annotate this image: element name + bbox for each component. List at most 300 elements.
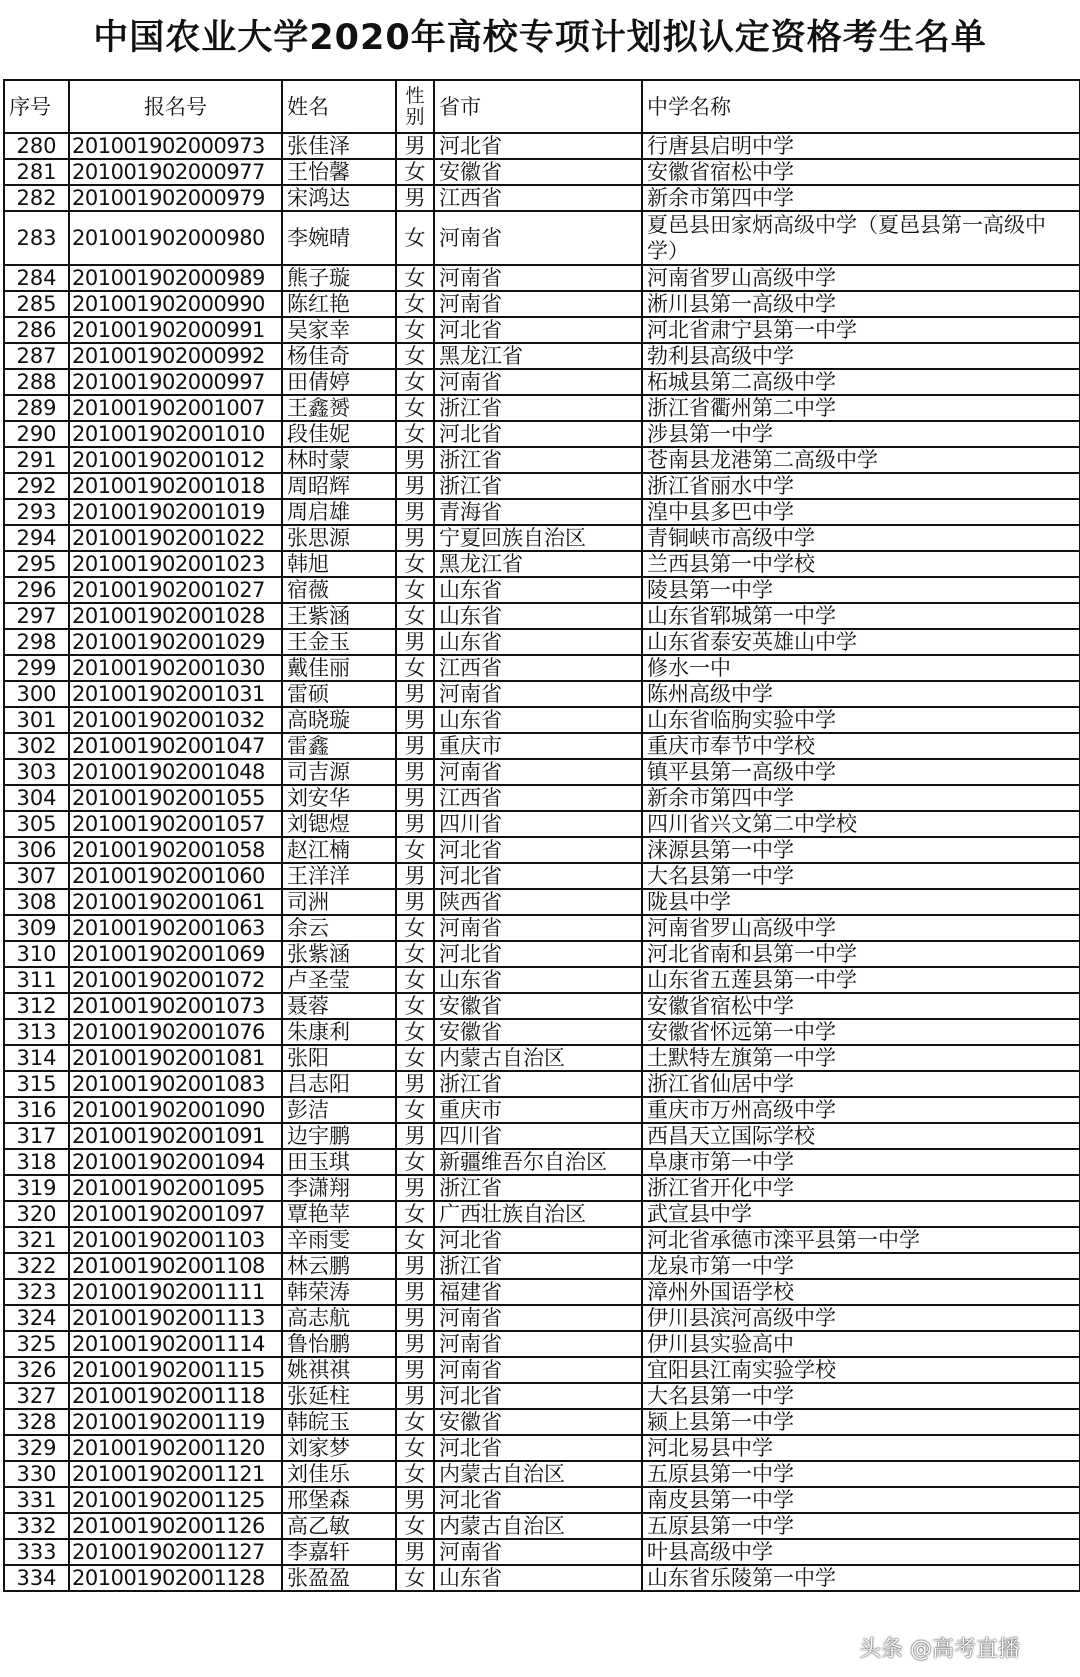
cell-province: 河北省 (434, 1487, 642, 1513)
cell-id: 201001902001095 (69, 1175, 282, 1201)
cell-id: 201001902001128 (69, 1565, 282, 1591)
cell-id: 201001902001018 (69, 473, 282, 499)
cell-sex: 男 (396, 1357, 434, 1383)
cell-sex: 男 (396, 1279, 434, 1305)
cell-name: 杨佳奇 (282, 343, 396, 369)
cell-name: 王紫涵 (282, 603, 396, 629)
cell-school: 浙江省丽水中学 (642, 473, 1080, 499)
cell-seq: 299 (4, 655, 69, 681)
cell-id: 201001902001060 (69, 863, 282, 889)
table-row (4, 837, 1080, 863)
cell-name: 王金玉 (282, 629, 396, 655)
table-row (4, 1565, 1080, 1591)
cell-seq: 300 (4, 681, 69, 707)
cell-name: 周昭辉 (282, 473, 396, 499)
cell-school: 大名县第一中学 (642, 863, 1080, 889)
cell-seq: 312 (4, 993, 69, 1019)
cell-sex: 男 (396, 889, 434, 915)
cell-name: 聂蓉 (282, 993, 396, 1019)
cell-seq: 315 (4, 1071, 69, 1097)
table-row (4, 811, 1080, 837)
cell-id: 201001902001090 (69, 1097, 282, 1123)
cell-province: 浙江省 (434, 395, 642, 421)
cell-seq: 306 (4, 837, 69, 863)
table-row (4, 759, 1080, 785)
cell-school: 重庆市奉节中学校 (642, 733, 1080, 759)
cell-province: 浙江省 (434, 473, 642, 499)
cell-school: 涉县第一中学 (642, 421, 1080, 447)
cell-id: 201001902001119 (69, 1409, 282, 1435)
cell-seq: 294 (4, 525, 69, 551)
header-school: 中学名称 (642, 80, 1080, 133)
cell-sex: 女 (396, 1461, 434, 1487)
cell-sex: 女 (396, 291, 434, 317)
cell-seq: 282 (4, 185, 69, 211)
cell-id: 201001902001125 (69, 1487, 282, 1513)
cell-seq: 330 (4, 1461, 69, 1487)
cell-id: 201001902001115 (69, 1357, 282, 1383)
cell-sex: 女 (396, 159, 434, 185)
cell-id: 201001902001126 (69, 1513, 282, 1539)
cell-seq: 297 (4, 603, 69, 629)
cell-name: 韩荣涛 (282, 1279, 396, 1305)
table-row (4, 1279, 1080, 1305)
cell-school: 南皮县第一中学 (642, 1487, 1080, 1513)
cell-school: 阜康市第一中学 (642, 1149, 1080, 1175)
cell-sex: 女 (396, 603, 434, 629)
cell-province: 河北省 (434, 1383, 642, 1409)
cell-name: 雷鑫 (282, 733, 396, 759)
cell-name: 王怡馨 (282, 159, 396, 185)
cell-seq: 325 (4, 1331, 69, 1357)
cell-province: 浙江省 (434, 1071, 642, 1097)
cell-province: 河南省 (434, 1539, 642, 1565)
cell-school: 柘城县第二高级中学 (642, 369, 1080, 395)
cell-province: 内蒙古自治区 (434, 1461, 642, 1487)
cell-id: 201001902001048 (69, 759, 282, 785)
cell-id: 201001902001114 (69, 1331, 282, 1357)
cell-school: 五原县第一中学 (642, 1461, 1080, 1487)
cell-school: 武宣县中学 (642, 1201, 1080, 1227)
table-row (4, 603, 1080, 629)
cell-sex: 女 (396, 837, 434, 863)
table-row (4, 1383, 1080, 1409)
cell-id: 201001902001007 (69, 395, 282, 421)
cell-id: 201001902000990 (69, 291, 282, 317)
cell-school: 河北省南和县第一中学 (642, 941, 1080, 967)
cell-sex: 男 (396, 1487, 434, 1513)
cell-name: 周启雄 (282, 499, 396, 525)
cell-school: 四川省兴文第二中学校 (642, 811, 1080, 837)
cell-id: 201001902001012 (69, 447, 282, 473)
cell-sex: 男 (396, 785, 434, 811)
cell-sex: 男 (396, 1175, 434, 1201)
cell-sex: 男 (396, 707, 434, 733)
table-row (4, 1175, 1080, 1201)
cell-name: 邢堡森 (282, 1487, 396, 1513)
cell-province: 河南省 (434, 211, 642, 265)
cell-province: 安徽省 (434, 993, 642, 1019)
table-row (4, 733, 1080, 759)
table-row (4, 499, 1080, 525)
cell-school: 浙江省衢州第二中学 (642, 395, 1080, 421)
cell-id: 201001902001063 (69, 915, 282, 941)
cell-school: 漳州外国语学校 (642, 1279, 1080, 1305)
cell-school: 浙江省仙居中学 (642, 1071, 1080, 1097)
cell-sex: 女 (396, 1019, 434, 1045)
cell-province: 广西壮族自治区 (434, 1201, 642, 1227)
cell-name: 段佳妮 (282, 421, 396, 447)
cell-name: 王鑫赟 (282, 395, 396, 421)
cell-province: 河北省 (434, 941, 642, 967)
cell-seq: 305 (4, 811, 69, 837)
cell-seq: 326 (4, 1357, 69, 1383)
table-row (4, 317, 1080, 343)
cell-seq: 291 (4, 447, 69, 473)
table-row (4, 1513, 1080, 1539)
cell-province: 山东省 (434, 629, 642, 655)
cell-name: 姚祺祺 (282, 1357, 396, 1383)
cell-province: 重庆市 (434, 1097, 642, 1123)
cell-province: 河北省 (434, 133, 642, 159)
cell-province: 内蒙古自治区 (434, 1513, 642, 1539)
cell-school: 行唐县启明中学 (642, 133, 1080, 159)
cell-sex: 男 (396, 133, 434, 159)
cell-seq: 289 (4, 395, 69, 421)
cell-seq: 333 (4, 1539, 69, 1565)
cell-province: 内蒙古自治区 (434, 1045, 642, 1071)
table-row (4, 1149, 1080, 1175)
cell-province: 河北省 (434, 421, 642, 447)
cell-name: 高晓璇 (282, 707, 396, 733)
cell-id: 201001902001108 (69, 1253, 282, 1279)
cell-sex: 女 (396, 577, 434, 603)
cell-province: 河北省 (434, 863, 642, 889)
table-row (4, 525, 1080, 551)
cell-province: 浙江省 (434, 447, 642, 473)
cell-name: 司吉源 (282, 759, 396, 785)
cell-seq: 309 (4, 915, 69, 941)
cell-school: 安徽省宿松中学 (642, 159, 1080, 185)
table-row (4, 369, 1080, 395)
cell-seq: 296 (4, 577, 69, 603)
cell-id: 201001902001081 (69, 1045, 282, 1071)
header-id: 报名号 (69, 80, 282, 133)
header-name: 姓名 (282, 80, 396, 133)
cell-sex: 女 (396, 317, 434, 343)
cell-school: 大名县第一中学 (642, 1383, 1080, 1409)
cell-sex: 女 (396, 1565, 434, 1591)
table-row (4, 629, 1080, 655)
cell-province: 河南省 (434, 759, 642, 785)
table-row (4, 1201, 1080, 1227)
cell-sex: 女 (396, 1149, 434, 1175)
cell-province: 青海省 (434, 499, 642, 525)
cell-school: 镇平县第一高级中学 (642, 759, 1080, 785)
cell-province: 四川省 (434, 811, 642, 837)
cell-id: 201001902001010 (69, 421, 282, 447)
cell-sex: 女 (396, 993, 434, 1019)
table-row (4, 343, 1080, 369)
cell-id: 201001902000980 (69, 211, 282, 265)
cell-seq: 323 (4, 1279, 69, 1305)
table-row (4, 133, 1080, 159)
cell-province: 四川省 (434, 1123, 642, 1149)
cell-seq: 311 (4, 967, 69, 993)
cell-name: 王洋洋 (282, 863, 396, 889)
cell-name: 宋鸿达 (282, 185, 396, 211)
cell-id: 201001902001023 (69, 551, 282, 577)
cell-province: 河北省 (434, 837, 642, 863)
table-row (4, 265, 1080, 291)
cell-id: 201001902001058 (69, 837, 282, 863)
table-row (4, 1097, 1080, 1123)
cell-province: 河南省 (434, 915, 642, 941)
cell-school: 安徽省宿松中学 (642, 993, 1080, 1019)
cell-seq: 322 (4, 1253, 69, 1279)
cell-school: 淅川县第一高级中学 (642, 291, 1080, 317)
cell-id: 201001902001113 (69, 1305, 282, 1331)
cell-id: 201001902000977 (69, 159, 282, 185)
table-row (4, 1435, 1080, 1461)
cell-name: 张思源 (282, 525, 396, 551)
cell-seq: 287 (4, 343, 69, 369)
cell-seq: 293 (4, 499, 69, 525)
cell-sex: 女 (396, 265, 434, 291)
cell-name: 高志航 (282, 1305, 396, 1331)
cell-school: 修水一中 (642, 655, 1080, 681)
cell-seq: 314 (4, 1045, 69, 1071)
cell-province: 新疆维吾尔自治区 (434, 1149, 642, 1175)
cell-name: 林云鹏 (282, 1253, 396, 1279)
cell-province: 河南省 (434, 1331, 642, 1357)
watermark: 头条 @高考直播 (859, 1637, 1020, 1662)
cell-id: 201001902001022 (69, 525, 282, 551)
cell-sex: 男 (396, 447, 434, 473)
table-row (4, 1045, 1080, 1071)
table-row (4, 1461, 1080, 1487)
cell-name: 田倩婷 (282, 369, 396, 395)
cell-id: 201001902001047 (69, 733, 282, 759)
table-row (4, 211, 1080, 265)
cell-name: 刘安华 (282, 785, 396, 811)
cell-school: 山东省泰安英雄山中学 (642, 629, 1080, 655)
cell-id: 201001902000992 (69, 343, 282, 369)
cell-name: 雷硕 (282, 681, 396, 707)
cell-school: 勃利县高级中学 (642, 343, 1080, 369)
cell-seq: 327 (4, 1383, 69, 1409)
cell-name: 田玉琪 (282, 1149, 396, 1175)
cell-seq: 310 (4, 941, 69, 967)
cell-name: 李嘉轩 (282, 1539, 396, 1565)
cell-id: 201001902001072 (69, 967, 282, 993)
cell-school: 新余市第四中学 (642, 785, 1080, 811)
cell-seq: 332 (4, 1513, 69, 1539)
cell-id: 201001902001076 (69, 1019, 282, 1045)
cell-school: 五原县第一中学 (642, 1513, 1080, 1539)
cell-seq: 292 (4, 473, 69, 499)
cell-name: 宿薇 (282, 577, 396, 603)
table-header-row (4, 80, 1080, 133)
cell-id: 201001902001027 (69, 577, 282, 603)
cell-seq: 280 (4, 133, 69, 159)
cell-school: 苍南县龙港第二高级中学 (642, 447, 1080, 473)
cell-sex: 女 (396, 343, 434, 369)
cell-name: 刘家梦 (282, 1435, 396, 1461)
cell-seq: 301 (4, 707, 69, 733)
cell-seq: 334 (4, 1565, 69, 1591)
cell-school: 山东省临朐实验中学 (642, 707, 1080, 733)
cell-id: 201001902000973 (69, 133, 282, 159)
table-row (4, 1253, 1080, 1279)
table-row (4, 863, 1080, 889)
table-row (4, 889, 1080, 915)
cell-province: 安徽省 (434, 1019, 642, 1045)
cell-school: 浙江省开化中学 (642, 1175, 1080, 1201)
cell-id: 201001902001120 (69, 1435, 282, 1461)
table-row (4, 1123, 1080, 1149)
cell-sex: 男 (396, 1331, 434, 1357)
cell-sex: 男 (396, 1253, 434, 1279)
cell-sex: 男 (396, 1305, 434, 1331)
cell-school: 安徽省怀远第一中学 (642, 1019, 1080, 1045)
cell-sex: 女 (396, 915, 434, 941)
cell-seq: 320 (4, 1201, 69, 1227)
cell-id: 201001902000997 (69, 369, 282, 395)
cell-sex: 女 (396, 421, 434, 447)
table-row (4, 993, 1080, 1019)
cell-school: 伊川县滨河高级中学 (642, 1305, 1080, 1331)
cell-seq: 302 (4, 733, 69, 759)
cell-seq: 284 (4, 265, 69, 291)
cell-name: 张延柱 (282, 1383, 396, 1409)
table-row (4, 1071, 1080, 1097)
cell-school: 新余市第四中学 (642, 185, 1080, 211)
cell-id: 201001902001057 (69, 811, 282, 837)
cell-school: 河北省肃宁县第一中学 (642, 317, 1080, 343)
cell-sex: 女 (396, 1227, 434, 1253)
cell-province: 河北省 (434, 1227, 642, 1253)
cell-name: 卢圣莹 (282, 967, 396, 993)
table-row (4, 1487, 1080, 1513)
cell-province: 浙江省 (434, 1253, 642, 1279)
cell-sex: 男 (396, 863, 434, 889)
cell-province: 山东省 (434, 577, 642, 603)
cell-id: 201001902001121 (69, 1461, 282, 1487)
cell-province: 河北省 (434, 1435, 642, 1461)
cell-seq: 303 (4, 759, 69, 785)
cell-id: 201001902001118 (69, 1383, 282, 1409)
cell-sex: 女 (396, 941, 434, 967)
cell-province: 山东省 (434, 707, 642, 733)
cell-id: 201001902001055 (69, 785, 282, 811)
table-row (4, 681, 1080, 707)
document-title: 中国农业大学2020年高校专项计划拟认定资格考生名单 (93, 18, 987, 58)
cell-province: 重庆市 (434, 733, 642, 759)
table-row (4, 1409, 1080, 1435)
cell-id: 201001902001019 (69, 499, 282, 525)
table-row (4, 447, 1080, 473)
cell-province: 浙江省 (434, 1175, 642, 1201)
cell-sex: 女 (396, 655, 434, 681)
cell-province: 宁夏回族自治区 (434, 525, 642, 551)
cell-sex: 男 (396, 1071, 434, 1097)
cell-id: 201001902001069 (69, 941, 282, 967)
cell-sex: 女 (396, 1409, 434, 1435)
table-row (4, 1539, 1080, 1565)
cell-school: 山东省乐陵第一中学 (642, 1565, 1080, 1591)
cell-province: 河南省 (434, 291, 642, 317)
cell-name: 鲁怡鹏 (282, 1331, 396, 1357)
cell-name: 吴家幸 (282, 317, 396, 343)
table-row (4, 577, 1080, 603)
table-row (4, 421, 1080, 447)
cell-seq: 283 (4, 211, 69, 265)
cell-seq: 317 (4, 1123, 69, 1149)
cell-name: 戴佳丽 (282, 655, 396, 681)
cell-seq: 298 (4, 629, 69, 655)
cell-name: 刘锶煜 (282, 811, 396, 837)
cell-school: 颍上县第一中学 (642, 1409, 1080, 1435)
cell-school: 陵县第一中学 (642, 577, 1080, 603)
cell-seq: 285 (4, 291, 69, 317)
cell-id: 201001902001097 (69, 1201, 282, 1227)
cell-name: 李婉晴 (282, 211, 396, 265)
table-row (4, 1357, 1080, 1383)
cell-seq: 316 (4, 1097, 69, 1123)
cell-sex: 男 (396, 733, 434, 759)
cell-name: 余云 (282, 915, 396, 941)
cell-school: 陇县中学 (642, 889, 1080, 915)
cell-province: 安徽省 (434, 159, 642, 185)
cell-id: 201001902001029 (69, 629, 282, 655)
candidate-table (3, 79, 1080, 1592)
header-sex: 性别 (396, 80, 434, 133)
cell-province: 黑龙江省 (434, 551, 642, 577)
cell-sex: 女 (396, 1045, 434, 1071)
cell-seq: 319 (4, 1175, 69, 1201)
cell-id: 201001902001111 (69, 1279, 282, 1305)
table-body (4, 133, 1080, 1591)
cell-school: 兰西县第一中学校 (642, 551, 1080, 577)
cell-school: 土默特左旗第一中学 (642, 1045, 1080, 1071)
cell-seq: 295 (4, 551, 69, 577)
cell-name: 李潇翔 (282, 1175, 396, 1201)
table-row (4, 655, 1080, 681)
cell-sex: 女 (396, 1513, 434, 1539)
cell-school: 河南省罗山高级中学 (642, 265, 1080, 291)
cell-sex: 男 (396, 473, 434, 499)
cell-sex: 男 (396, 759, 434, 785)
cell-seq: 286 (4, 317, 69, 343)
table-row (4, 1331, 1080, 1357)
cell-seq: 288 (4, 369, 69, 395)
cell-name: 边宇鹏 (282, 1123, 396, 1149)
cell-province: 黑龙江省 (434, 343, 642, 369)
cell-id: 201001902001032 (69, 707, 282, 733)
cell-seq: 331 (4, 1487, 69, 1513)
cell-sex: 男 (396, 629, 434, 655)
cell-name: 刘佳乐 (282, 1461, 396, 1487)
cell-school: 山东省郓城第一中学 (642, 603, 1080, 629)
cell-id: 201001902001028 (69, 603, 282, 629)
cell-seq: 290 (4, 421, 69, 447)
table-row (4, 785, 1080, 811)
cell-name: 朱康利 (282, 1019, 396, 1045)
cell-seq: 329 (4, 1435, 69, 1461)
cell-province: 河南省 (434, 265, 642, 291)
cell-name: 韩旭 (282, 551, 396, 577)
